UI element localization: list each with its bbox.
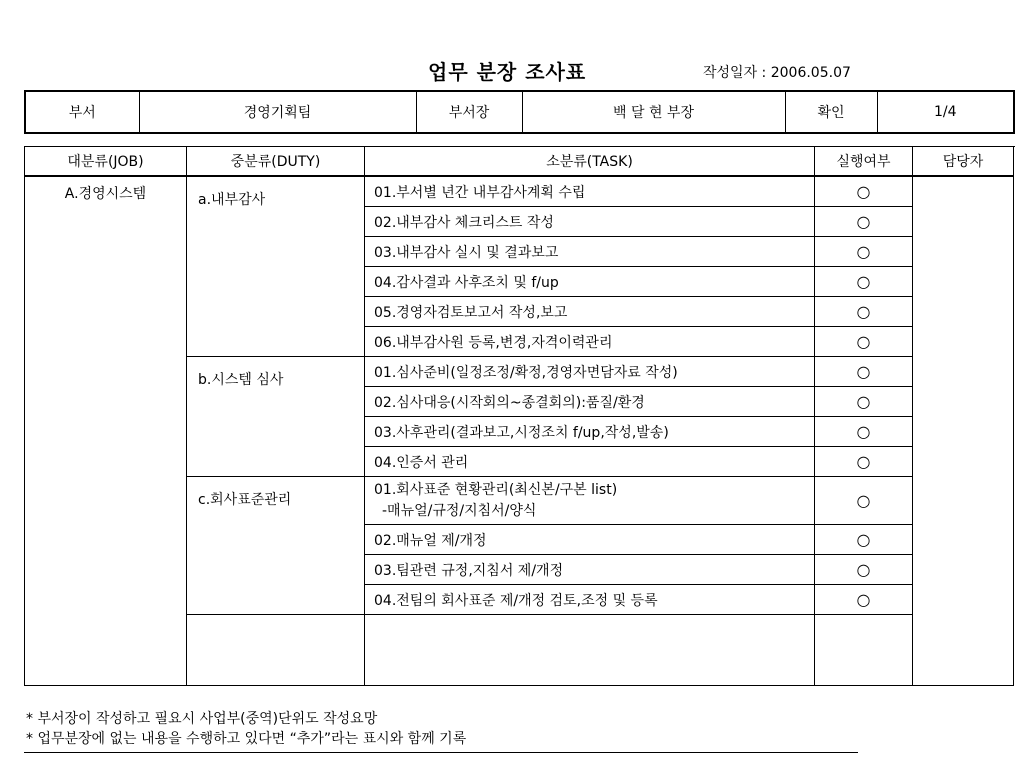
blank-category-cell[interactable] bbox=[187, 615, 365, 686]
task-a4: 04.감사결과 사후조치 및 f/up bbox=[365, 267, 815, 297]
task-b3: 03.사후관리(결과보고,시정조치 f/up,작성,발송) bbox=[365, 417, 815, 447]
header-task: 소분류(TASK) bbox=[365, 147, 815, 177]
footnote-1: * 부서장이 작성하고 필요시 사업부(중역)단위도 작성요망 bbox=[26, 711, 378, 727]
task-c1-line1: 01.회사표준 현황관리(최신본/구본 list) bbox=[374, 481, 618, 498]
task-c1-line2: -매뉴얼/규정/지침서/양식 bbox=[382, 502, 537, 519]
execution-mark: ○ bbox=[815, 327, 913, 357]
owner-cell[interactable] bbox=[913, 176, 1014, 686]
header-execution: 실행여부 bbox=[815, 147, 913, 177]
footnote-2: * 업무분장에 없는 내용을 수행하고 있다면 “추가”라는 표시와 함께 기록 bbox=[26, 731, 467, 747]
bottom-divider bbox=[24, 752, 858, 753]
execution-mark: ○ bbox=[815, 585, 913, 615]
execution-mark: ○ bbox=[815, 477, 913, 525]
execution-mark: ○ bbox=[815, 447, 913, 477]
confirm-label: 확인 bbox=[785, 91, 877, 133]
duty-audit: a.내부감사 bbox=[187, 176, 365, 357]
blank-task-cell[interactable] bbox=[815, 615, 913, 686]
execution-mark: ○ bbox=[815, 297, 913, 327]
task-a3: 03.내부감사 실시 및 결과보고 bbox=[365, 237, 815, 267]
table-row bbox=[25, 176, 1014, 207]
page-number: 1/4 bbox=[877, 91, 1014, 133]
dept-label: 부서 bbox=[25, 91, 139, 133]
creation-date bbox=[703, 62, 851, 82]
execution-mark: ○ bbox=[815, 525, 913, 555]
footnotes bbox=[26, 709, 466, 749]
execution-mark: ○ bbox=[815, 267, 913, 297]
execution-mark: ○ bbox=[815, 207, 913, 237]
task-a6: 06.내부감사원 등록,변경,자격이력관리 bbox=[365, 327, 815, 357]
duty-system: b.시스템 심사 bbox=[187, 357, 365, 477]
head-label: 부서장 bbox=[416, 91, 522, 133]
task-b2: 02.심사대응(시작회의~종결회의):품질/환경 bbox=[365, 387, 815, 417]
task-c3: 03.팀관련 규정,지침서 제/개정 bbox=[365, 555, 815, 585]
execution-mark: ○ bbox=[815, 387, 913, 417]
task-c2: 02.매뉴얼 제/개정 bbox=[365, 525, 815, 555]
head-value: 백 달 현 부장 bbox=[522, 91, 785, 133]
duty-survey-table bbox=[24, 146, 1014, 686]
document-title: 업무 분장 조사표 bbox=[428, 60, 587, 84]
blank-duty-cell[interactable] bbox=[365, 615, 815, 686]
execution-mark: ○ bbox=[815, 357, 913, 387]
task-a5: 05.경영자검토보고서 작성,보고 bbox=[365, 297, 815, 327]
header-owner: 담당자 bbox=[913, 147, 1014, 177]
task-c1 bbox=[365, 477, 815, 525]
table-header-row bbox=[25, 147, 1014, 177]
execution-mark: ○ bbox=[815, 237, 913, 267]
date-value: 2006.05.07 bbox=[770, 65, 851, 81]
execution-mark: ○ bbox=[815, 176, 913, 207]
task-c4: 04.전팀의 회사표준 제/개정 검토,조정 및 등록 bbox=[365, 585, 815, 615]
execution-mark: ○ bbox=[815, 417, 913, 447]
header-duty: 중분류(DUTY) bbox=[187, 147, 365, 177]
date-label: 작성일자 : bbox=[703, 65, 771, 81]
execution-mark: ○ bbox=[815, 555, 913, 585]
dept-value: 경영기획팀 bbox=[139, 91, 416, 133]
duty-standard: c.회사표준관리 bbox=[187, 477, 365, 615]
task-a2: 02.내부감사 체크리스트 작성 bbox=[365, 207, 815, 237]
department-info-table bbox=[24, 90, 1015, 134]
task-a1: 01.부서별 년간 내부감사계획 수립 bbox=[365, 176, 815, 207]
task-b1: 01.심사준비(일정조정/확정,경영자면담자료 작성) bbox=[365, 357, 815, 387]
category-cell: A.경영시스템 bbox=[25, 176, 187, 686]
header-category: 대분류(JOB) bbox=[25, 147, 187, 177]
task-b4: 04.인증서 관리 bbox=[365, 447, 815, 477]
